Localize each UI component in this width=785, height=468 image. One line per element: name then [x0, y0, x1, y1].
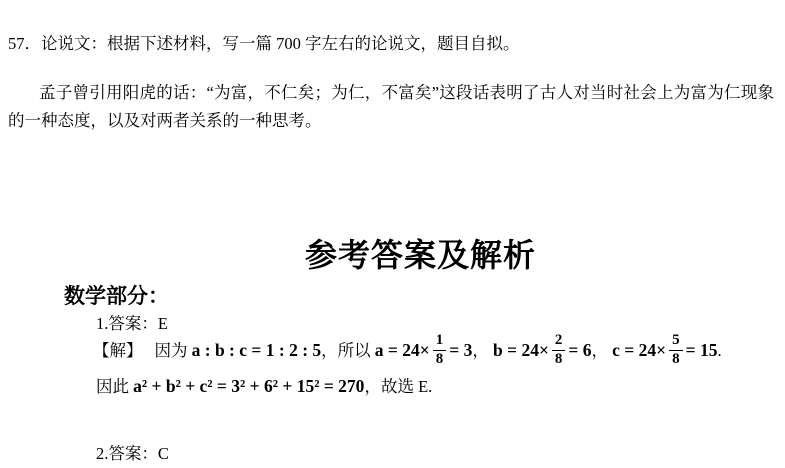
solution-c-rhs: = 15 — [685, 340, 718, 360]
fraction-denominator: 8 — [435, 350, 444, 367]
solution-label: 【解】 — [93, 341, 143, 360]
question-57-heading: 57．论说文：根据下述材料，写一篇 700 字左右的论说文，题目自拟。 — [8, 34, 520, 53]
solution-period: . — [717, 341, 722, 360]
solution-a-rhs: = 3 — [449, 340, 473, 360]
solution-b-rhs: = 6 — [568, 340, 592, 360]
conclusion-prefix: 因此 — [96, 377, 129, 396]
question-57-material: 孟子曾引用阳虎的话：“为富，不仁矣；为仁，不富矣”这段话表明了古人对当时社会上为富为仁现象的一种态度，以及对两者关系的一种思考。 — [8, 83, 774, 130]
fraction-numerator: 2 — [552, 333, 566, 351]
fraction-denominator: 8 — [672, 350, 680, 367]
solution-comma-1: ， — [472, 341, 489, 360]
solution-so: ，所以 — [321, 341, 371, 360]
solution-q1-conclusion — [96, 373, 432, 397]
answer-q1: 1.答案：E — [96, 314, 168, 333]
fraction-denominator: 8 — [554, 350, 563, 367]
solution-a-lhs: a = 24× — [374, 340, 430, 360]
answers-title: 参考答案及解析 — [304, 237, 536, 273]
solution-because: 因为 — [154, 341, 188, 360]
fraction-two-eighths — [552, 333, 566, 368]
fraction-numerator: 1 — [433, 333, 447, 351]
fraction-numerator: 5 — [669, 333, 683, 351]
fraction-one-eighth — [433, 333, 447, 368]
answer-q2: 2.答案：C — [96, 444, 169, 463]
fraction-five-eighths — [669, 333, 683, 368]
solution-c-lhs: c = 24× — [612, 340, 667, 360]
conclusion-suffix: ，故选 E. — [364, 377, 433, 396]
solution-q1 — [93, 331, 722, 369]
conclusion-equation: a² + b² + c² = 3² + 6² + 15² = 270 — [133, 376, 365, 396]
solution-b-lhs: b = 24× — [492, 340, 549, 360]
solution-ratio: a : b : c = 1 : 2 : 5 — [191, 340, 322, 360]
math-section-heading: 数学部分： — [64, 284, 169, 308]
solution-comma-2: ， — [591, 341, 609, 360]
